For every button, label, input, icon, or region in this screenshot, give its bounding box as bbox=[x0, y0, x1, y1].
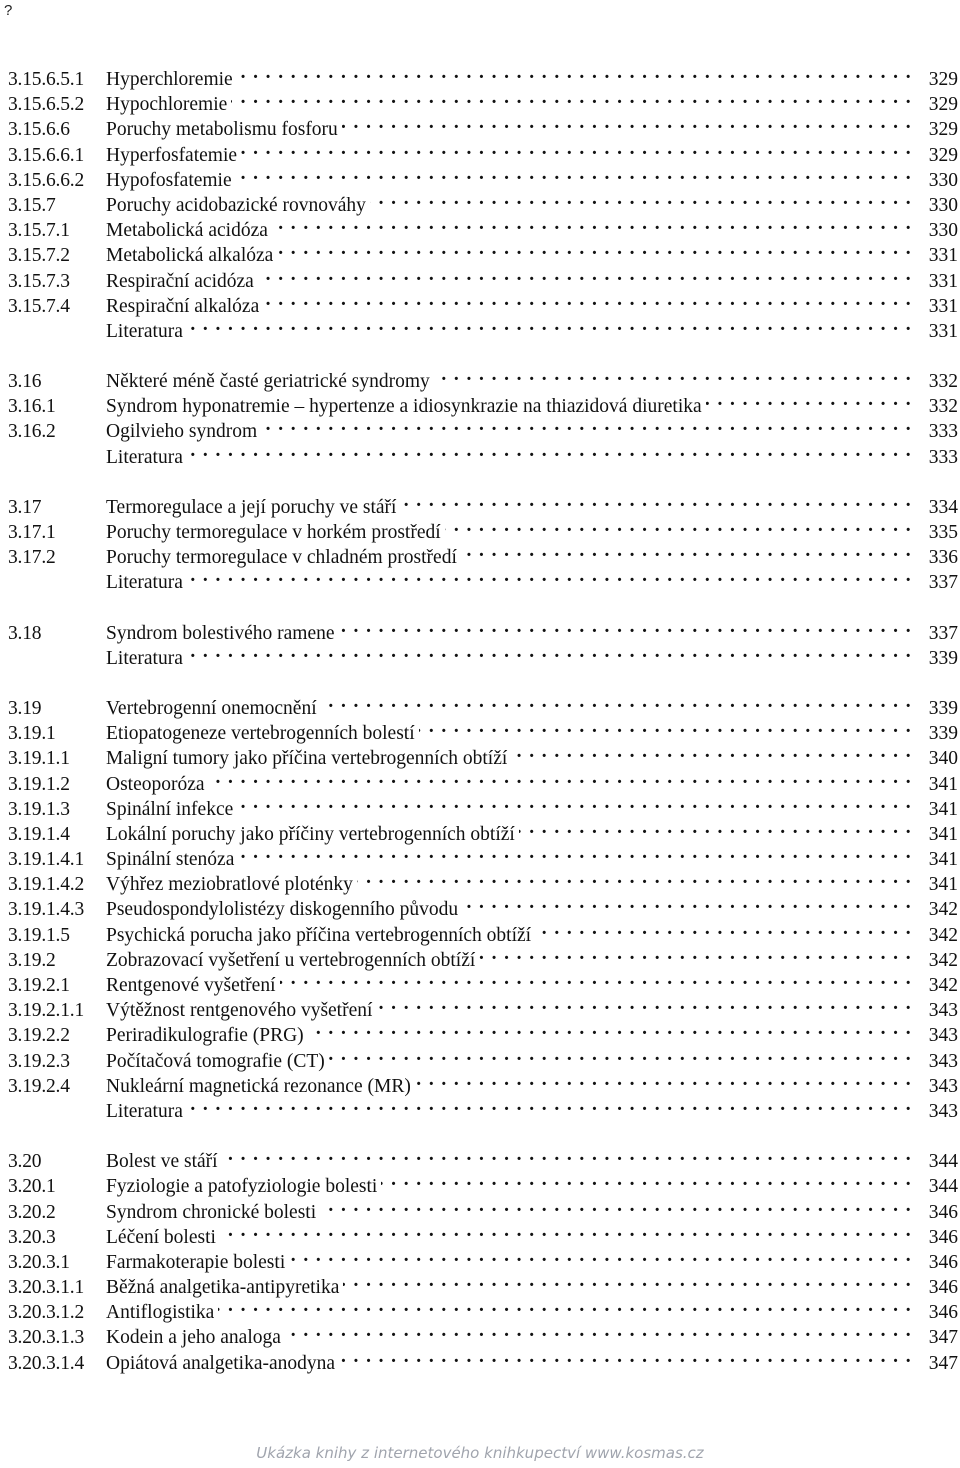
toc-group bbox=[8, 60, 958, 342]
toc-entry-number: 3.19.1.4 bbox=[8, 823, 70, 845]
toc-dot-leader bbox=[261, 412, 912, 437]
toc-dot-leader bbox=[381, 1167, 912, 1192]
toc-entry-page: 342 bbox=[928, 975, 958, 996]
toc-dot-leader bbox=[419, 714, 912, 739]
toc-dot-leader bbox=[308, 1016, 912, 1041]
toc-entry-number: 3.17.2 bbox=[8, 547, 56, 569]
toc-entry-title: Fyziologie a patofyziologie bolesti bbox=[106, 1176, 378, 1198]
toc-entry-number: 3.15.6.6.1 bbox=[8, 144, 85, 166]
toc-entry-number: 3.19.1 bbox=[8, 723, 56, 745]
toc-dot-leader bbox=[263, 287, 912, 312]
toc-entry-page: 329 bbox=[928, 69, 958, 90]
toc-entry-title: Pseudospondylolistézy diskogenního původu bbox=[106, 899, 459, 921]
toc-dot-leader bbox=[187, 312, 912, 337]
toc-entry-title: Syndrom bolestivého ramene bbox=[106, 622, 335, 644]
toc-entry-title: Antiflogistika bbox=[106, 1302, 215, 1324]
toc-dot-leader bbox=[461, 538, 912, 563]
toc-dot-leader bbox=[535, 916, 912, 941]
toc-entry-title: Nukleární magnetická rezonance (MR) bbox=[106, 1075, 411, 1097]
toc-entry-number: 3.19.1.4.2 bbox=[8, 874, 85, 896]
toc-dot-leader bbox=[343, 1268, 912, 1293]
toc-entry-page: 341 bbox=[928, 798, 958, 820]
toc-entry-title: Psychická porucha jako příčina vertebrogenních obtíží bbox=[106, 924, 532, 946]
toc-entry-number: 3.20.2 bbox=[8, 1201, 56, 1223]
toc-entry-number: 3.19.1.1 bbox=[8, 748, 70, 770]
toc-entry-title: Syndrom chronické bolesti bbox=[106, 1201, 317, 1223]
toc-entry-page: 347 bbox=[928, 1327, 958, 1349]
toc-entry-number: 3.19.2.2 bbox=[8, 1025, 70, 1047]
toc-entry-page: 330 bbox=[928, 194, 958, 216]
toc-entry-page: 337 bbox=[928, 572, 958, 594]
toc-entry-page: 341 bbox=[928, 874, 958, 896]
toc-entry-title: Termoregulace a její poruchy ve stáří bbox=[106, 496, 397, 518]
toc-group bbox=[8, 488, 958, 594]
toc-entry-page: 346 bbox=[928, 1226, 958, 1248]
toc-dot-leader bbox=[231, 85, 912, 110]
toc-entry-page: 342 bbox=[928, 949, 958, 971]
toc-entry-title: Léčení bolesti bbox=[106, 1226, 216, 1248]
toc-entry-number: 3.15.7.3 bbox=[8, 270, 70, 292]
toc-entry-page: 343 bbox=[928, 1025, 958, 1047]
toc-entry-number: 3.20.3.1.1 bbox=[8, 1277, 85, 1299]
toc-dot-leader bbox=[339, 614, 912, 639]
toc-entry-title: Literatura bbox=[106, 647, 183, 669]
toc-group bbox=[8, 362, 958, 468]
toc-entry-number: 3.17 bbox=[8, 496, 42, 518]
toc-entry-page: 346 bbox=[928, 1302, 958, 1324]
toc-dot-leader bbox=[258, 262, 912, 287]
toc-entry-number: 3.20 bbox=[8, 1151, 42, 1173]
toc-entry-number: 3.19.2.3 bbox=[8, 1050, 70, 1072]
toc-dot-leader bbox=[415, 1067, 912, 1092]
toc-dot-leader bbox=[479, 941, 912, 966]
toc-dot-leader bbox=[376, 991, 912, 1016]
toc-dot-leader bbox=[321, 689, 912, 714]
toc-entry[interactable] bbox=[8, 60, 958, 90]
toc-entry-title: Lokální poruchy jako příčiny vertebrogenních obtíží bbox=[106, 823, 515, 845]
toc-dot-leader bbox=[237, 60, 912, 85]
toc-entry-page: 346 bbox=[928, 1201, 958, 1223]
toc-entry[interactable] bbox=[8, 1142, 958, 1173]
toc-dot-leader bbox=[289, 1243, 912, 1268]
toc-entry-title: Výhřez meziobratlové ploténky bbox=[106, 874, 353, 896]
toc-entry-page: 332 bbox=[928, 371, 958, 393]
toc-entry-number: 3.19.1.4.1 bbox=[8, 849, 85, 871]
toc-entry[interactable] bbox=[8, 362, 958, 393]
toc-entry-number: 3.18 bbox=[8, 622, 42, 644]
toc-entry-number: 3.20.3 bbox=[8, 1226, 56, 1248]
toc-dot-leader bbox=[222, 1142, 912, 1167]
toc-entry-page: 339 bbox=[928, 697, 958, 719]
toc-entry-page: 341 bbox=[928, 823, 958, 845]
toc-entry-number: 3.19.2.1.1 bbox=[8, 1000, 85, 1022]
toc-entry-page: 330 bbox=[928, 220, 958, 242]
toc-dot-leader bbox=[462, 890, 912, 915]
toc-entry-title: Periradikulografie (PRG) bbox=[106, 1025, 304, 1047]
toc-dot-leader bbox=[277, 236, 912, 261]
toc-entry-page: 344 bbox=[928, 1176, 958, 1198]
toc-entry-number: 3.19.2.4 bbox=[8, 1075, 70, 1097]
toc-entry-page: 333 bbox=[928, 421, 958, 443]
toc-entry-title: Rentgenové vyšetření bbox=[106, 975, 276, 996]
toc-entry-number: 3.15.7.1 bbox=[8, 220, 70, 242]
toc-entry-page: 339 bbox=[928, 723, 958, 745]
toc-entry-page: 331 bbox=[928, 320, 958, 342]
toc-entry-title: Běžná analgetika-antipyretika bbox=[106, 1277, 340, 1299]
toc-dot-leader bbox=[280, 966, 913, 991]
toc-entry-page: 334 bbox=[928, 496, 958, 518]
toc-group bbox=[8, 1142, 958, 1374]
toc-entry-number: 3.19 bbox=[8, 697, 42, 719]
toc-dot-leader bbox=[329, 1042, 912, 1067]
toc-entry-title: Vertebrogenní onemocnění bbox=[106, 697, 317, 719]
toc-entry-title: Respirační alkalóza bbox=[106, 295, 260, 317]
toc-entry-page: 332 bbox=[928, 396, 958, 418]
toc-entry-number: 3.15.6.6.2 bbox=[8, 169, 85, 191]
toc-entry-title: Bolest ve stáří bbox=[106, 1151, 218, 1173]
toc-entry-title: Etiopatogeneze vertebrogenních bolestí bbox=[106, 723, 415, 745]
toc-entry[interactable] bbox=[8, 614, 958, 644]
toc-entry-number: 3.20.3.1.2 bbox=[8, 1302, 85, 1324]
toc-dot-leader bbox=[445, 513, 912, 538]
toc-entry-page: 344 bbox=[928, 1151, 958, 1173]
toc-entry-title: Farmakoterapie bolesti bbox=[106, 1251, 286, 1273]
toc-entry-page: 331 bbox=[928, 295, 958, 317]
toc-dot-leader bbox=[434, 362, 912, 387]
toc-entry-title: Metabolická acidóza bbox=[106, 220, 268, 242]
toc-dot-leader bbox=[241, 136, 912, 161]
toc-entry-title: Poruchy termoregulace v horkém prostředí bbox=[106, 522, 441, 543]
toc-entry-number: 3.16 bbox=[8, 371, 42, 393]
toc-entry-title: Syndrom hyponatremie – hypertenze a idiosynkrazie na thiazidová diuretika bbox=[106, 396, 702, 418]
footer-watermark: Ukázka knihy z internetového knihkupectví www.kosmas.cz bbox=[256, 1444, 704, 1462]
toc-entry-page: 337 bbox=[928, 622, 958, 644]
toc-entry-number: 3.15.6.5.2 bbox=[8, 94, 85, 116]
toc-entry-title: Maligní tumory jako příčina vertebrogenních obtíží bbox=[106, 748, 508, 770]
toc-entry-title: Poruchy acidobazické rovnováhy bbox=[106, 194, 366, 216]
toc-entry-title: Osteoporóza bbox=[106, 773, 205, 795]
toc-entry-page: 347 bbox=[928, 1352, 958, 1374]
toc-entry-page: 343 bbox=[928, 1000, 958, 1022]
toc-entry-title: Hypofosfatemie bbox=[106, 169, 232, 191]
toc-entry-title: Opiátová analgetika-anodyna bbox=[106, 1352, 336, 1374]
toc-entry-page: 343 bbox=[928, 1100, 958, 1122]
toc-dot-leader bbox=[357, 865, 912, 890]
toc-entry-page: 346 bbox=[928, 1251, 958, 1273]
toc-entry-number: 3.16.1 bbox=[8, 396, 56, 418]
toc-entry-title: Počítačová tomografie (CT) bbox=[106, 1050, 325, 1072]
toc-entry-number: 3.19.1.3 bbox=[8, 798, 70, 820]
table-of-contents bbox=[8, 60, 958, 1394]
toc-entry-number: 3.20.1 bbox=[8, 1176, 56, 1198]
toc-entry-page: 340 bbox=[928, 748, 958, 770]
toc-dot-leader bbox=[285, 1318, 912, 1343]
toc-entry-number: 3.20.3.1.4 bbox=[8, 1352, 85, 1374]
toc-entry-page: 342 bbox=[928, 924, 958, 946]
toc-entry-number: 3.20.3.1.3 bbox=[8, 1327, 85, 1349]
toc-entry-title: Literatura bbox=[106, 572, 183, 594]
toc-dot-leader bbox=[218, 1293, 912, 1318]
toc-entry-number: 3.19.2 bbox=[8, 949, 56, 971]
toc-entry-title: Hyperfosfatemie bbox=[106, 144, 238, 166]
toc-entry-number: 3.20.3.1 bbox=[8, 1251, 70, 1273]
toc-entry-page: 331 bbox=[928, 270, 958, 292]
toc-dot-leader bbox=[272, 211, 912, 236]
toc-entry-title: Literatura bbox=[106, 446, 183, 468]
toc-entry-title: Literatura bbox=[106, 1100, 183, 1122]
toc-dot-leader bbox=[342, 110, 912, 135]
toc-entry-page: 342 bbox=[928, 899, 958, 921]
toc-entry-page: 331 bbox=[928, 245, 958, 267]
toc-entry-title: Spinální stenóza bbox=[106, 849, 235, 871]
toc-dot-leader bbox=[339, 1344, 912, 1369]
toc-entry-title: Literatura bbox=[106, 320, 183, 342]
toc-entry-number: 3.15.6.6 bbox=[8, 119, 70, 141]
toc-entry-number: 3.16.2 bbox=[8, 421, 56, 443]
toc-dot-leader bbox=[209, 765, 912, 790]
toc-entry[interactable] bbox=[8, 488, 958, 518]
toc-dot-leader bbox=[320, 1193, 912, 1218]
toc-dot-leader bbox=[187, 438, 912, 463]
toc-entry-title: Některé méně časté geriatrické syndromy bbox=[106, 371, 430, 393]
toc-entry-page: 341 bbox=[928, 773, 958, 795]
toc-entry-page: 346 bbox=[928, 1277, 958, 1299]
toc-group bbox=[8, 614, 958, 669]
corner-mark: ? bbox=[4, 2, 13, 19]
toc-entry-page: 343 bbox=[928, 1075, 958, 1097]
toc-entry-title: Kodein a jeho analoga bbox=[106, 1327, 281, 1349]
toc-entry-page: 330 bbox=[928, 169, 958, 191]
toc-entry-title: Výtěžnost rentgenového vyšetření bbox=[106, 1000, 373, 1022]
toc-entry-number: 3.17.1 bbox=[8, 522, 56, 543]
toc-entry-title: Spinální infekce bbox=[106, 798, 234, 820]
toc-entry-title: Ogilvieho syndrom bbox=[106, 421, 258, 443]
toc-dot-leader bbox=[220, 1218, 912, 1243]
toc-entry-title: Poruchy termoregulace v chladném prostředí bbox=[106, 547, 457, 569]
toc-entry-page: 341 bbox=[928, 849, 958, 871]
toc-dot-leader bbox=[187, 639, 912, 664]
toc-entry-title: Hypochloremie bbox=[106, 94, 228, 116]
toc-entry-page: 333 bbox=[928, 446, 958, 468]
toc-entry-title: Zobrazovací vyšetření u vertebrogenních obtíží bbox=[106, 949, 476, 971]
toc-entry-number: 3.15.7.2 bbox=[8, 245, 70, 267]
toc-entry-page: 329 bbox=[928, 94, 958, 116]
toc-entry-number: 3.19.1.2 bbox=[8, 773, 70, 795]
toc-entry-title: Hyperchloremie bbox=[106, 69, 233, 90]
toc-group bbox=[8, 689, 958, 1122]
toc-entry-title: Poruchy metabolismu fosforu bbox=[106, 119, 338, 141]
toc-dot-leader bbox=[511, 739, 912, 764]
toc-entry-number: 3.19.1.5 bbox=[8, 924, 70, 946]
toc-dot-leader bbox=[236, 161, 912, 186]
toc-entry-page: 329 bbox=[928, 144, 958, 166]
toc-dot-leader bbox=[187, 563, 912, 588]
toc-dot-leader bbox=[400, 488, 912, 513]
toc-entry-page: 343 bbox=[928, 1050, 958, 1072]
toc-entry-title: Metabolická alkalóza bbox=[106, 245, 274, 267]
toc-entry-page: 336 bbox=[928, 547, 958, 569]
toc-entry-page: 335 bbox=[928, 522, 958, 543]
toc-entry-number: 3.15.7 bbox=[8, 194, 56, 216]
toc-entry-number: 3.19.2.1 bbox=[8, 975, 70, 996]
toc-entry-title: Respirační acidóza bbox=[106, 270, 254, 292]
toc-entry-page: 329 bbox=[928, 119, 958, 141]
toc-entry-number: 3.15.6.5.1 bbox=[8, 69, 85, 90]
toc-entry[interactable] bbox=[8, 689, 958, 719]
toc-dot-leader bbox=[238, 840, 912, 865]
toc-dot-leader bbox=[187, 1092, 912, 1117]
toc-dot-leader bbox=[519, 815, 912, 840]
toc-entry-page: 339 bbox=[928, 647, 958, 669]
toc-dot-leader bbox=[706, 387, 912, 412]
toc-dot-leader bbox=[370, 186, 912, 211]
toc-dot-leader bbox=[237, 790, 912, 815]
toc-entry-number: 3.19.1.4.3 bbox=[8, 899, 85, 921]
toc-entry-number: 3.15.7.4 bbox=[8, 295, 70, 317]
